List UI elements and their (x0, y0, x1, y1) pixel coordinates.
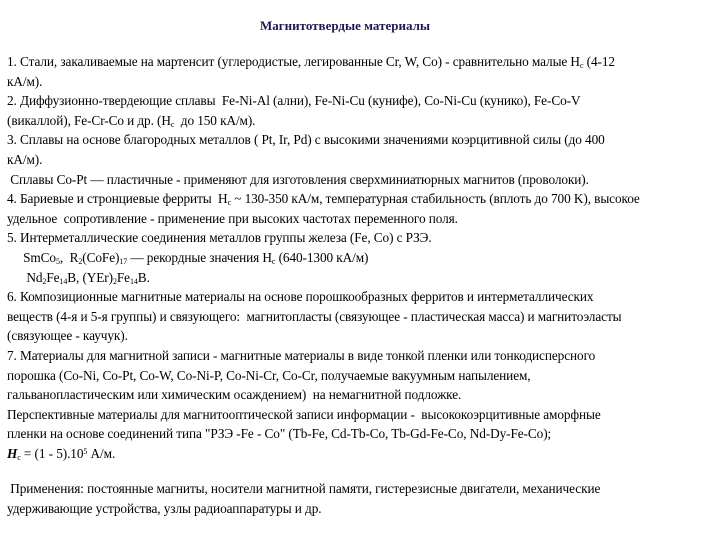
text-segment: (викаллой), Fe-Cr-Co и др. (H (7, 112, 171, 128)
text-segment: до 150 кА/м). (174, 112, 256, 128)
text-segment: , R (59, 249, 79, 265)
text-line (7, 366, 717, 386)
text-segment: удерживающие устройства, узлы радиоаппаратуры и др. (7, 501, 322, 517)
text-line (7, 287, 717, 307)
text-segment: (4-12 (583, 54, 615, 69)
text-segment: 6. Композиционные магнитные материалы на основе порошкообразных ферритов и интерметаллических (7, 289, 594, 305)
text-line (7, 189, 717, 209)
slide-body (7, 52, 717, 519)
text-line (7, 499, 717, 519)
text-segment: Fe (116, 269, 130, 285)
text-segment: 4. Бариевые и стронциевые ферриты H (7, 191, 228, 207)
text-segment: (связующее - каучук). (7, 328, 128, 344)
text-line (7, 130, 717, 150)
subscript: c (271, 256, 276, 266)
text-segment: Nd (7, 269, 43, 285)
text-segment: Перспективные материалы для магнитооптической записи информации - высококоэрцитивные аморфные (7, 406, 601, 422)
text-segment: 3. Сплавы на основе благородных металлов ( Pt, Ir, Pd) с высокими значениями коэрцитивной силы (до 400 (7, 132, 605, 148)
text-segment: веществ (4-я и 5-я группы) и связующего: магнитопласты (связующее - пластическая масса) и магнитоэласты (7, 308, 622, 324)
text-segment: — рекордные значения H (127, 249, 272, 265)
text-segment: кА/м). (7, 73, 43, 89)
text-line (7, 248, 717, 268)
text-segment: B. (137, 269, 150, 285)
text-segment: 5. Интерметаллические соединения металлов группы железа (Fe, Co) с РЗЭ. (7, 230, 432, 246)
text-line (7, 346, 717, 366)
text-segment: B, (YEr) (67, 269, 113, 285)
subscript: 5 (55, 256, 60, 266)
materials-list (7, 52, 717, 463)
text-line (7, 326, 717, 346)
text-segment: порошка (Co-Ni, Co-Pt, Co-W, Co-Ni-P, Co-Ni-Cr, Co-Cr, получаемые вакуумным напылением, (7, 367, 531, 383)
slide-title: Магнитотвердые материалы (259, 18, 431, 33)
subscript: c (170, 119, 175, 129)
text-line (7, 479, 717, 499)
text-line (7, 209, 717, 229)
paragraph-gap (7, 463, 717, 479)
subscript: 14 (59, 276, 68, 286)
text-line (7, 268, 717, 288)
subscript: 17 (119, 256, 128, 266)
applications-paragraph (7, 479, 717, 518)
text-segment: 1. Стали, закаливаемые на мартенсит (углеродистые, легированные Cr, W, Co) - сравнительно малые H (7, 54, 580, 69)
text-segment: Сплавы Co-Pt — пластичные - применяют для изготовления сверхминиатюрных магнитов (проволоки). (7, 171, 589, 187)
subscript: c (579, 61, 584, 70)
subscript: 2 (112, 276, 117, 286)
text-segment: 7. Материалы для магнитной записи - магнитные материалы в виде тонкой пленки или тонкодисперсного (7, 347, 596, 363)
text-segment: (640-1300 кА/м) (275, 249, 369, 265)
text-line (7, 111, 717, 131)
text-segment: Fe (46, 269, 60, 285)
superscript: 5 (83, 446, 88, 456)
text-line (7, 52, 717, 72)
subscript: c (227, 198, 232, 208)
text-segment: 2. Диффузионно-твердеющие сплавы Fe-Ni-Al (ални), Fe-Ni-Cu (кунифе), Co-Ni-Cu (кунико), Fe-Co-V (7, 93, 581, 109)
text-segment: гальванопластическим или химическим осаждением) на немагнитной подложке. (7, 387, 462, 403)
text-line (7, 170, 717, 190)
text-segment: Применения: постоянные магниты, носители магнитной памяти, гистерезисные двигатели, механические (7, 481, 601, 497)
text-segment: (CoFe) (82, 249, 120, 265)
text-segment: А/м. (87, 445, 116, 461)
subscript: c (17, 452, 21, 462)
text-segment: = (1 - 5).10 (20, 445, 84, 461)
text-segment: пленки на основе соединений типа "РЗЭ -Fe - Co" (Tb-Fe, Cd-Tb-Co, Tb-Gd-Fe-Co, Nd-Dy-Fe-Co); (7, 426, 552, 442)
text-segment: ~ 130-350 кА/м, температурная стабильность (вплоть до 700 K), высокое (231, 191, 640, 207)
text-line (7, 307, 717, 327)
text-line (7, 91, 717, 111)
subscript: 2 (42, 276, 47, 286)
text-line (7, 228, 717, 248)
text-line (7, 444, 717, 464)
text-segment: SmCo (7, 249, 56, 265)
text-segment: H (7, 445, 18, 461)
subscript: 2 (78, 256, 83, 266)
text-line (7, 405, 717, 425)
text-line (7, 72, 717, 92)
subscript: 14 (129, 276, 138, 286)
text-segment: удельное сопротивление - применение при высоких частотах переменного поля. (7, 210, 458, 226)
text-line (7, 385, 717, 405)
text-line (7, 150, 717, 170)
text-line (7, 424, 717, 444)
text-segment: кА/м). (7, 151, 43, 167)
